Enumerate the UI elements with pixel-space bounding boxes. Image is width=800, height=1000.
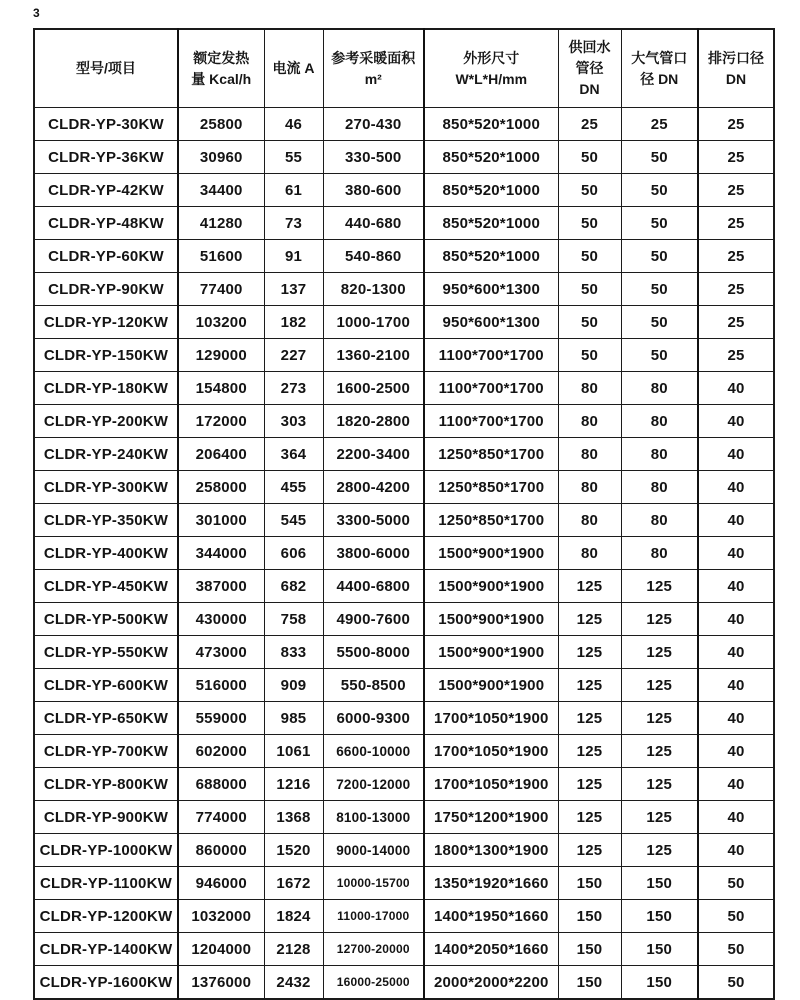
table-cell-heating-area: 540-860 bbox=[323, 240, 424, 273]
table-cell-dimensions: 850*520*1000 bbox=[424, 240, 558, 273]
spec-table-head bbox=[34, 29, 774, 108]
table-cell-air-pipe-dn: 50 bbox=[621, 174, 698, 207]
table-row bbox=[34, 570, 774, 603]
table-cell-current: 1672 bbox=[264, 867, 323, 900]
column-header-line: DN bbox=[725, 70, 747, 87]
table-cell-model: CLDR-YP-1000KW bbox=[34, 834, 178, 867]
table-cell-model: CLDR-YP-30KW bbox=[34, 108, 178, 141]
table-cell-dimensions: 1800*1300*1900 bbox=[424, 834, 558, 867]
table-cell-dimensions: 1350*1920*1660 bbox=[424, 867, 558, 900]
table-cell-model: CLDR-YP-48KW bbox=[34, 207, 178, 240]
table-cell-air-pipe-dn: 125 bbox=[621, 735, 698, 768]
table-cell-model: CLDR-YP-600KW bbox=[34, 669, 178, 702]
column-header-line: 参考采暖面积 bbox=[331, 49, 416, 66]
table-cell-current: 833 bbox=[264, 636, 323, 669]
table-cell-supply-return-dn: 150 bbox=[558, 933, 621, 966]
table-cell-drain-dn: 25 bbox=[698, 273, 774, 306]
table-cell-model: CLDR-YP-180KW bbox=[34, 372, 178, 405]
table-row bbox=[34, 306, 774, 339]
table-cell-rated-heat: 946000 bbox=[178, 867, 264, 900]
column-header-drain-dn bbox=[698, 29, 774, 108]
table-cell-current: 55 bbox=[264, 141, 323, 174]
table-cell-heating-area: 1000-1700 bbox=[323, 306, 424, 339]
table-cell-model: CLDR-YP-200KW bbox=[34, 405, 178, 438]
table-cell-supply-return-dn: 150 bbox=[558, 867, 621, 900]
column-header-line: W*L*H/mm bbox=[455, 70, 528, 87]
table-cell-heating-area: 6600-10000 bbox=[323, 735, 424, 768]
table-cell-current: 2432 bbox=[264, 966, 323, 1000]
table-cell-rated-heat: 602000 bbox=[178, 735, 264, 768]
column-header-line: 排污口径 bbox=[708, 49, 764, 66]
table-cell-dimensions: 1100*700*1700 bbox=[424, 372, 558, 405]
column-header-line: DN bbox=[579, 81, 600, 97]
table-cell-drain-dn: 25 bbox=[698, 174, 774, 207]
table-cell-air-pipe-dn: 50 bbox=[621, 273, 698, 306]
table-cell-heating-area: 550-8500 bbox=[323, 669, 424, 702]
table-cell-drain-dn: 50 bbox=[698, 966, 774, 1000]
table-cell-air-pipe-dn: 50 bbox=[621, 207, 698, 240]
table-cell-heating-area: 5500-8000 bbox=[323, 636, 424, 669]
table-cell-air-pipe-dn: 125 bbox=[621, 801, 698, 834]
table-cell-heating-area: 6000-9300 bbox=[323, 702, 424, 735]
table-cell-current: 545 bbox=[264, 504, 323, 537]
table-cell-current: 46 bbox=[264, 108, 323, 141]
table-cell-dimensions: 850*520*1000 bbox=[424, 207, 558, 240]
table-cell-dimensions: 1400*2050*1660 bbox=[424, 933, 558, 966]
table-row bbox=[34, 273, 774, 306]
table-cell-model: CLDR-YP-1200KW bbox=[34, 900, 178, 933]
table-cell-dimensions: 1500*900*1900 bbox=[424, 603, 558, 636]
table-row bbox=[34, 966, 774, 1000]
table-cell-rated-heat: 473000 bbox=[178, 636, 264, 669]
table-row bbox=[34, 207, 774, 240]
column-header-line: 电流 A bbox=[272, 60, 315, 76]
spec-table-body bbox=[34, 108, 774, 1000]
table-cell-heating-area: 7200-12000 bbox=[323, 768, 424, 801]
table-cell-drain-dn: 40 bbox=[698, 570, 774, 603]
table-cell-drain-dn: 40 bbox=[698, 471, 774, 504]
table-cell-drain-dn: 25 bbox=[698, 240, 774, 273]
table-cell-air-pipe-dn: 50 bbox=[621, 306, 698, 339]
table-cell-current: 91 bbox=[264, 240, 323, 273]
table-cell-air-pipe-dn: 125 bbox=[621, 669, 698, 702]
table-header-row bbox=[34, 29, 774, 108]
table-cell-rated-heat: 103200 bbox=[178, 306, 264, 339]
table-cell-drain-dn: 40 bbox=[698, 405, 774, 438]
column-header-heating-area bbox=[323, 29, 424, 108]
table-cell-air-pipe-dn: 50 bbox=[621, 141, 698, 174]
table-cell-drain-dn: 40 bbox=[698, 768, 774, 801]
table-row bbox=[34, 768, 774, 801]
column-header-supply-return-dn bbox=[558, 29, 621, 108]
table-cell-air-pipe-dn: 80 bbox=[621, 471, 698, 504]
table-cell-dimensions: 1700*1050*1900 bbox=[424, 768, 558, 801]
table-cell-air-pipe-dn: 125 bbox=[621, 768, 698, 801]
table-cell-supply-return-dn: 150 bbox=[558, 900, 621, 933]
table-row bbox=[34, 471, 774, 504]
table-cell-air-pipe-dn: 125 bbox=[621, 570, 698, 603]
table-cell-current: 455 bbox=[264, 471, 323, 504]
table-cell-rated-heat: 206400 bbox=[178, 438, 264, 471]
table-cell-supply-return-dn: 125 bbox=[558, 603, 621, 636]
table-cell-supply-return-dn: 80 bbox=[558, 504, 621, 537]
table-cell-model: CLDR-YP-240KW bbox=[34, 438, 178, 471]
table-cell-heating-area: 9000-14000 bbox=[323, 834, 424, 867]
table-cell-rated-heat: 1032000 bbox=[178, 900, 264, 933]
table-cell-rated-heat: 860000 bbox=[178, 834, 264, 867]
table-row bbox=[34, 801, 774, 834]
table-cell-air-pipe-dn: 125 bbox=[621, 603, 698, 636]
table-cell-current: 61 bbox=[264, 174, 323, 207]
table-row bbox=[34, 405, 774, 438]
table-row bbox=[34, 834, 774, 867]
table-cell-supply-return-dn: 125 bbox=[558, 735, 621, 768]
table-cell-rated-heat: 774000 bbox=[178, 801, 264, 834]
table-cell-heating-area: 3300-5000 bbox=[323, 504, 424, 537]
table-cell-drain-dn: 25 bbox=[698, 207, 774, 240]
table-cell-dimensions: 850*520*1000 bbox=[424, 141, 558, 174]
column-header-current bbox=[264, 29, 323, 108]
table-cell-heating-area: 820-1300 bbox=[323, 273, 424, 306]
table-cell-rated-heat: 301000 bbox=[178, 504, 264, 537]
table-cell-rated-heat: 1204000 bbox=[178, 933, 264, 966]
table-cell-supply-return-dn: 25 bbox=[558, 108, 621, 141]
table-cell-drain-dn: 50 bbox=[698, 867, 774, 900]
table-cell-drain-dn: 40 bbox=[698, 735, 774, 768]
table-row bbox=[34, 900, 774, 933]
column-header-line: 径 DN bbox=[640, 70, 679, 87]
table-cell-rated-heat: 34400 bbox=[178, 174, 264, 207]
table-cell-dimensions: 1750*1200*1900 bbox=[424, 801, 558, 834]
table-row bbox=[34, 867, 774, 900]
table-cell-heating-area: 1820-2800 bbox=[323, 405, 424, 438]
table-cell-supply-return-dn: 125 bbox=[558, 636, 621, 669]
table-cell-air-pipe-dn: 50 bbox=[621, 240, 698, 273]
table-cell-model: CLDR-YP-400KW bbox=[34, 537, 178, 570]
table-cell-current: 1061 bbox=[264, 735, 323, 768]
table-cell-heating-area: 380-600 bbox=[323, 174, 424, 207]
column-header-rated-heat bbox=[178, 29, 264, 108]
table-cell-rated-heat: 154800 bbox=[178, 372, 264, 405]
table-cell-heating-area: 270-430 bbox=[323, 108, 424, 141]
table-cell-supply-return-dn: 80 bbox=[558, 471, 621, 504]
table-cell-rated-heat: 77400 bbox=[178, 273, 264, 306]
page-number: 3 bbox=[33, 6, 40, 20]
table-cell-drain-dn: 50 bbox=[698, 900, 774, 933]
table-cell-drain-dn: 50 bbox=[698, 933, 774, 966]
table-row bbox=[34, 669, 774, 702]
table-cell-current: 182 bbox=[264, 306, 323, 339]
table-cell-rated-heat: 129000 bbox=[178, 339, 264, 372]
table-cell-current: 227 bbox=[264, 339, 323, 372]
table-cell-dimensions: 950*600*1300 bbox=[424, 306, 558, 339]
table-cell-heating-area: 16000-25000 bbox=[323, 966, 424, 1000]
table-row bbox=[34, 141, 774, 174]
table-cell-current: 1520 bbox=[264, 834, 323, 867]
column-header-line: 型号/项目 bbox=[76, 60, 136, 76]
table-cell-air-pipe-dn: 125 bbox=[621, 834, 698, 867]
table-cell-dimensions: 950*600*1300 bbox=[424, 273, 558, 306]
table-cell-supply-return-dn: 125 bbox=[558, 768, 621, 801]
table-cell-heating-area: 4900-7600 bbox=[323, 603, 424, 636]
table-cell-air-pipe-dn: 80 bbox=[621, 537, 698, 570]
table-cell-current: 606 bbox=[264, 537, 323, 570]
table-cell-dimensions: 850*520*1000 bbox=[424, 174, 558, 207]
table-cell-air-pipe-dn: 80 bbox=[621, 504, 698, 537]
table-cell-supply-return-dn: 125 bbox=[558, 669, 621, 702]
table-cell-dimensions: 1500*900*1900 bbox=[424, 537, 558, 570]
table-row bbox=[34, 702, 774, 735]
column-header-line: 大气管口 bbox=[631, 49, 688, 66]
table-cell-dimensions: 1250*850*1700 bbox=[424, 438, 558, 471]
table-cell-drain-dn: 25 bbox=[698, 339, 774, 372]
table-cell-dimensions: 850*520*1000 bbox=[424, 108, 558, 141]
table-cell-rated-heat: 25800 bbox=[178, 108, 264, 141]
table-cell-drain-dn: 40 bbox=[698, 603, 774, 636]
table-cell-air-pipe-dn: 125 bbox=[621, 636, 698, 669]
table-cell-dimensions: 1250*850*1700 bbox=[424, 471, 558, 504]
table-cell-supply-return-dn: 50 bbox=[558, 306, 621, 339]
table-cell-model: CLDR-YP-1400KW bbox=[34, 933, 178, 966]
table-row bbox=[34, 537, 774, 570]
table-cell-dimensions: 1500*900*1900 bbox=[424, 669, 558, 702]
table-row bbox=[34, 372, 774, 405]
column-header-dimensions bbox=[424, 29, 558, 108]
table-cell-model: CLDR-YP-300KW bbox=[34, 471, 178, 504]
table-cell-rated-heat: 387000 bbox=[178, 570, 264, 603]
table-cell-rated-heat: 51600 bbox=[178, 240, 264, 273]
table-cell-heating-area: 10000-15700 bbox=[323, 867, 424, 900]
table-row bbox=[34, 735, 774, 768]
table-cell-dimensions: 1700*1050*1900 bbox=[424, 702, 558, 735]
table-cell-current: 985 bbox=[264, 702, 323, 735]
table-cell-air-pipe-dn: 150 bbox=[621, 867, 698, 900]
table-cell-current: 273 bbox=[264, 372, 323, 405]
table-cell-rated-heat: 172000 bbox=[178, 405, 264, 438]
table-cell-supply-return-dn: 80 bbox=[558, 372, 621, 405]
table-cell-supply-return-dn: 80 bbox=[558, 438, 621, 471]
table-cell-model: CLDR-YP-1600KW bbox=[34, 966, 178, 1000]
table-cell-dimensions: 1100*700*1700 bbox=[424, 339, 558, 372]
table-cell-current: 2128 bbox=[264, 933, 323, 966]
spec-table bbox=[33, 28, 775, 1000]
table-cell-supply-return-dn: 50 bbox=[558, 339, 621, 372]
table-cell-supply-return-dn: 125 bbox=[558, 570, 621, 603]
column-header-line: 额定发热 bbox=[193, 49, 250, 66]
table-cell-heating-area: 8100-13000 bbox=[323, 801, 424, 834]
table-cell-current: 909 bbox=[264, 669, 323, 702]
table-row bbox=[34, 933, 774, 966]
table-cell-supply-return-dn: 150 bbox=[558, 966, 621, 1000]
table-cell-dimensions: 1400*1950*1660 bbox=[424, 900, 558, 933]
table-row bbox=[34, 339, 774, 372]
table-cell-heating-area: 4400-6800 bbox=[323, 570, 424, 603]
table-cell-heating-area: 440-680 bbox=[323, 207, 424, 240]
table-cell-heating-area: 12700-20000 bbox=[323, 933, 424, 966]
table-cell-air-pipe-dn: 25 bbox=[621, 108, 698, 141]
table-cell-air-pipe-dn: 50 bbox=[621, 339, 698, 372]
table-cell-supply-return-dn: 50 bbox=[558, 273, 621, 306]
table-cell-rated-heat: 559000 bbox=[178, 702, 264, 735]
table-cell-model: CLDR-YP-800KW bbox=[34, 768, 178, 801]
table-cell-drain-dn: 40 bbox=[698, 834, 774, 867]
table-cell-rated-heat: 1376000 bbox=[178, 966, 264, 1000]
column-header-model bbox=[34, 29, 178, 108]
table-cell-supply-return-dn: 80 bbox=[558, 537, 621, 570]
table-cell-current: 303 bbox=[264, 405, 323, 438]
table-cell-heating-area: 330-500 bbox=[323, 141, 424, 174]
table-cell-drain-dn: 40 bbox=[698, 438, 774, 471]
table-cell-drain-dn: 40 bbox=[698, 372, 774, 405]
table-cell-heating-area: 2200-3400 bbox=[323, 438, 424, 471]
table-cell-current: 137 bbox=[264, 273, 323, 306]
table-cell-heating-area: 2800-4200 bbox=[323, 471, 424, 504]
table-cell-model: CLDR-YP-150KW bbox=[34, 339, 178, 372]
table-cell-supply-return-dn: 50 bbox=[558, 141, 621, 174]
table-cell-current: 1216 bbox=[264, 768, 323, 801]
table-cell-air-pipe-dn: 80 bbox=[621, 405, 698, 438]
table-cell-rated-heat: 41280 bbox=[178, 207, 264, 240]
table-cell-dimensions: 1500*900*1900 bbox=[424, 570, 558, 603]
table-cell-supply-return-dn: 125 bbox=[558, 834, 621, 867]
table-cell-dimensions: 1500*900*1900 bbox=[424, 636, 558, 669]
table-cell-air-pipe-dn: 150 bbox=[621, 933, 698, 966]
column-header-line: 管径 bbox=[575, 60, 604, 76]
table-cell-drain-dn: 40 bbox=[698, 801, 774, 834]
table-cell-model: CLDR-YP-450KW bbox=[34, 570, 178, 603]
table-cell-model: CLDR-YP-1100KW bbox=[34, 867, 178, 900]
table-cell-drain-dn: 40 bbox=[698, 504, 774, 537]
table-cell-dimensions: 2000*2000*2200 bbox=[424, 966, 558, 1000]
table-cell-air-pipe-dn: 125 bbox=[621, 702, 698, 735]
table-cell-current: 364 bbox=[264, 438, 323, 471]
table-cell-supply-return-dn: 125 bbox=[558, 702, 621, 735]
table-row bbox=[34, 603, 774, 636]
table-cell-model: CLDR-YP-550KW bbox=[34, 636, 178, 669]
table-cell-rated-heat: 30960 bbox=[178, 141, 264, 174]
table-cell-model: CLDR-YP-120KW bbox=[34, 306, 178, 339]
column-header-line: 外形尺寸 bbox=[463, 49, 520, 66]
table-row bbox=[34, 108, 774, 141]
table-cell-model: CLDR-YP-700KW bbox=[34, 735, 178, 768]
table-cell-supply-return-dn: 50 bbox=[558, 174, 621, 207]
table-cell-supply-return-dn: 80 bbox=[558, 405, 621, 438]
table-cell-rated-heat: 344000 bbox=[178, 537, 264, 570]
table-cell-supply-return-dn: 50 bbox=[558, 240, 621, 273]
table-cell-rated-heat: 430000 bbox=[178, 603, 264, 636]
table-cell-model: CLDR-YP-36KW bbox=[34, 141, 178, 174]
table-row bbox=[34, 438, 774, 471]
table-cell-heating-area: 3800-6000 bbox=[323, 537, 424, 570]
table-cell-model: CLDR-YP-900KW bbox=[34, 801, 178, 834]
table-cell-supply-return-dn: 50 bbox=[558, 207, 621, 240]
column-header-line: 供回水 bbox=[568, 39, 611, 55]
column-header-line: 量 Kcal/h bbox=[191, 70, 252, 87]
table-cell-heating-area: 1600-2500 bbox=[323, 372, 424, 405]
table-cell-air-pipe-dn: 80 bbox=[621, 372, 698, 405]
table-cell-current: 758 bbox=[264, 603, 323, 636]
table-cell-drain-dn: 25 bbox=[698, 141, 774, 174]
table-cell-drain-dn: 25 bbox=[698, 306, 774, 339]
column-header-line: m² bbox=[364, 70, 382, 87]
table-cell-dimensions: 1250*850*1700 bbox=[424, 504, 558, 537]
table-cell-model: CLDR-YP-60KW bbox=[34, 240, 178, 273]
table-cell-drain-dn: 40 bbox=[698, 702, 774, 735]
table-cell-drain-dn: 40 bbox=[698, 636, 774, 669]
table-cell-rated-heat: 516000 bbox=[178, 669, 264, 702]
table-cell-drain-dn: 40 bbox=[698, 537, 774, 570]
table-cell-supply-return-dn: 125 bbox=[558, 801, 621, 834]
table-cell-air-pipe-dn: 150 bbox=[621, 900, 698, 933]
table-cell-rated-heat: 688000 bbox=[178, 768, 264, 801]
table-cell-heating-area: 11000-17000 bbox=[323, 900, 424, 933]
table-row bbox=[34, 504, 774, 537]
table-cell-model: CLDR-YP-90KW bbox=[34, 273, 178, 306]
table-cell-current: 1824 bbox=[264, 900, 323, 933]
table-cell-drain-dn: 25 bbox=[698, 108, 774, 141]
table-row bbox=[34, 636, 774, 669]
table-cell-air-pipe-dn: 80 bbox=[621, 438, 698, 471]
table-cell-current: 73 bbox=[264, 207, 323, 240]
table-cell-model: CLDR-YP-42KW bbox=[34, 174, 178, 207]
table-cell-model: CLDR-YP-650KW bbox=[34, 702, 178, 735]
table-cell-drain-dn: 40 bbox=[698, 669, 774, 702]
table-row bbox=[34, 240, 774, 273]
column-header-air-pipe-dn bbox=[621, 29, 698, 108]
table-cell-model: CLDR-YP-500KW bbox=[34, 603, 178, 636]
table-cell-dimensions: 1100*700*1700 bbox=[424, 405, 558, 438]
table-cell-current: 1368 bbox=[264, 801, 323, 834]
table-cell-air-pipe-dn: 150 bbox=[621, 966, 698, 1000]
table-cell-rated-heat: 258000 bbox=[178, 471, 264, 504]
table-cell-current: 682 bbox=[264, 570, 323, 603]
table-cell-heating-area: 1360-2100 bbox=[323, 339, 424, 372]
table-cell-model: CLDR-YP-350KW bbox=[34, 504, 178, 537]
table-row bbox=[34, 174, 774, 207]
table-cell-dimensions: 1700*1050*1900 bbox=[424, 735, 558, 768]
